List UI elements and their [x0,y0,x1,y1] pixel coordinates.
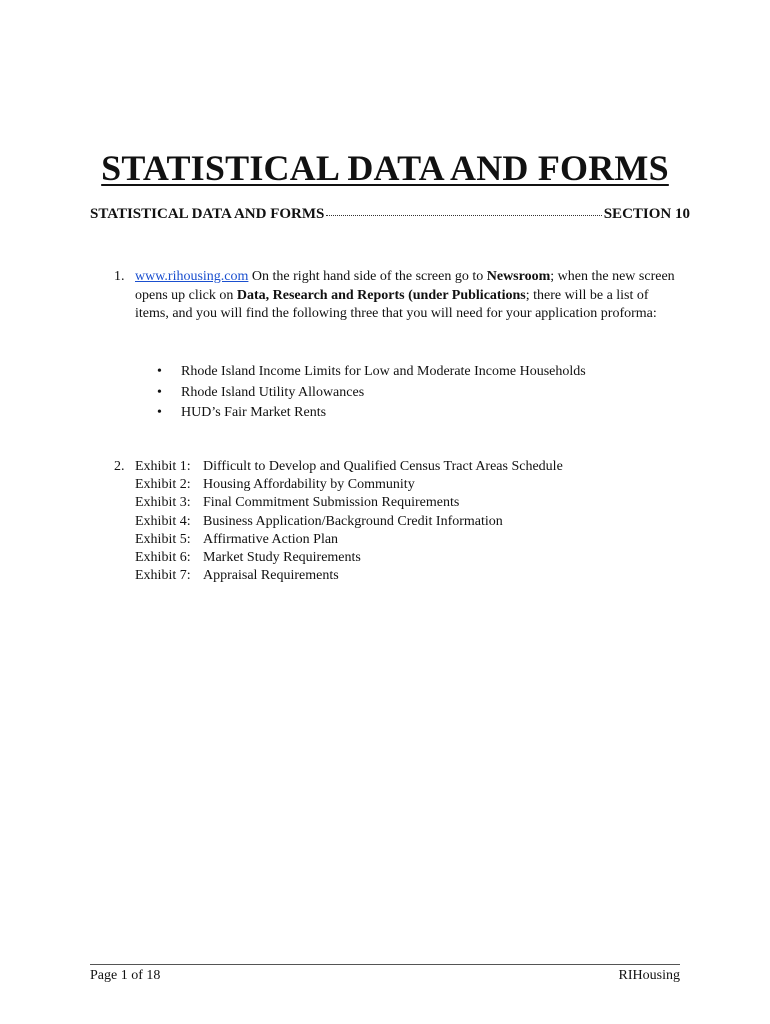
page-title: STATISTICAL DATA AND FORMS [101,148,669,188]
exhibit-label: Exhibit 6: [135,550,191,566]
exhibit-label: Exhibit 7: [135,568,191,584]
exhibit-text: Market Study Requirements [203,550,361,566]
footer-rule [90,964,680,965]
exhibit-text: Business Application/Background Credit Information [203,513,503,529]
toc-leader-dots [326,214,601,216]
footer-page-number: Page 1 of 18 [90,968,161,983]
exhibit-row [135,513,563,531]
exhibit-text: Final Commitment Submission Requirements [203,495,460,511]
exhibit-label: Exhibit 2: [135,477,191,493]
toc-entry [90,206,690,223]
exhibit-row [135,549,563,567]
exhibit-row [135,567,563,585]
item-1-bold-newsroom: Newsroom [486,269,551,284]
list-number-2: 2. [114,459,125,474]
exhibit-row [135,494,563,512]
exhibit-row [135,476,563,494]
bullet-item: • Rhode Island Income Limits for Low and Moderate Income Households [157,362,586,383]
exhibit-label: Exhibit 1: [135,459,191,474]
exhibit-row [135,458,563,476]
rihousing-link[interactable]: www.rihousing.com [135,269,249,284]
exhibit-text: Difficult to Develop and Qualified Census Tract Areas Schedule [203,459,563,474]
toc-entry-section: SECTION 10 [603,206,690,222]
item-1-text-3: ; there will be a list of items, and you will find the following three that you will need for your application proforma: [135,287,657,321]
exhibit-label: Exhibit 3: [135,495,191,511]
toc-entry-title: STATISTICAL DATA AND FORMS [90,206,325,222]
bullet-item: • Rhode Island Utility Allowances [157,383,586,404]
exhibit-text: Affirmative Action Plan [203,531,339,547]
exhibit-list [135,458,563,585]
exhibit-label: Exhibit 4: [135,513,191,529]
resource-bullet-list [157,362,586,424]
exhibit-label: Exhibit 5: [135,531,191,547]
list-number-1: 1. [114,269,125,284]
exhibit-text: Housing Affordability by Community [203,477,415,493]
item-1-text-1: On the right hand side of the screen go to [248,269,487,284]
item-1-bold-data-research: Data, Research and Reports (under Publications [236,287,526,303]
item-1-text-2: ; when the new screen opens up click on [135,269,675,303]
exhibit-row [135,531,563,549]
exhibit-text: Appraisal Requirements [203,568,339,584]
item-1-paragraph [135,268,680,324]
bullet-item: • HUD’s Fair Market Rents [157,403,586,424]
footer-organization: RIHousing [618,968,680,983]
